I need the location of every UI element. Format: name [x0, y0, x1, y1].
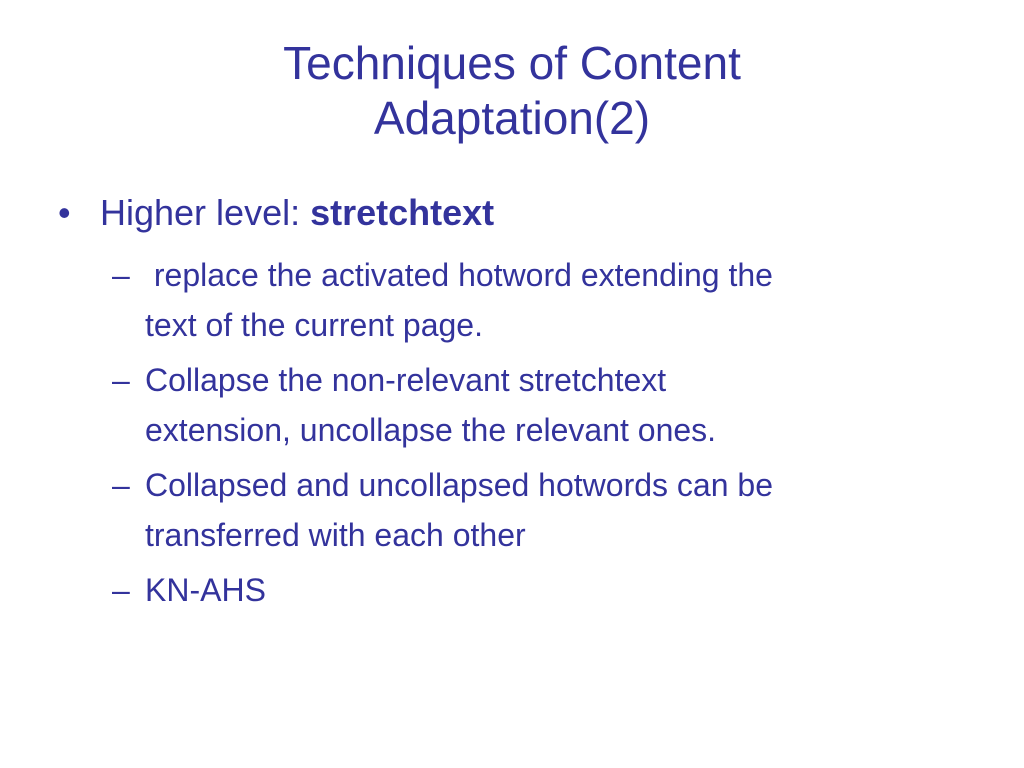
subbullet-marker: –: [112, 572, 130, 608]
subbullet-line-1: Collapse the non-relevant stretchtext: [145, 362, 667, 398]
slide-title-line-1: Techniques of Content: [283, 37, 741, 89]
bullet-marker: •: [58, 192, 71, 233]
subbullet-collapse: [112, 355, 716, 455]
subbullet-replace-hotword: [112, 250, 773, 350]
subbullet-line-2: extension, uncollapse the relevant ones.: [145, 412, 717, 448]
bullet-prefix: Higher level:: [100, 192, 311, 233]
subbullet-line-1: KN-AHS: [145, 572, 266, 608]
subbullet-marker: –: [112, 467, 130, 503]
subbullet-line-1: replace the activated hotword extending the: [145, 257, 773, 293]
subbullet-line-2: text of the current page.: [145, 307, 483, 343]
slide-title: [110, 36, 914, 146]
subbullet-line-2: transferred with each other: [145, 517, 526, 553]
subbullet-line-1: Collapsed and uncollapsed hotwords can be: [145, 467, 773, 503]
subbullet-kn-ahs: [112, 565, 266, 615]
slide-title-line-2: Adaptation(2): [373, 92, 651, 144]
subbullet-marker: –: [112, 362, 130, 398]
subbullet-transfer: [112, 460, 773, 560]
subbullet-marker: –: [112, 257, 130, 293]
bullet-higher-level: [58, 188, 494, 238]
bullet-emphasis: stretchtext: [310, 192, 495, 233]
